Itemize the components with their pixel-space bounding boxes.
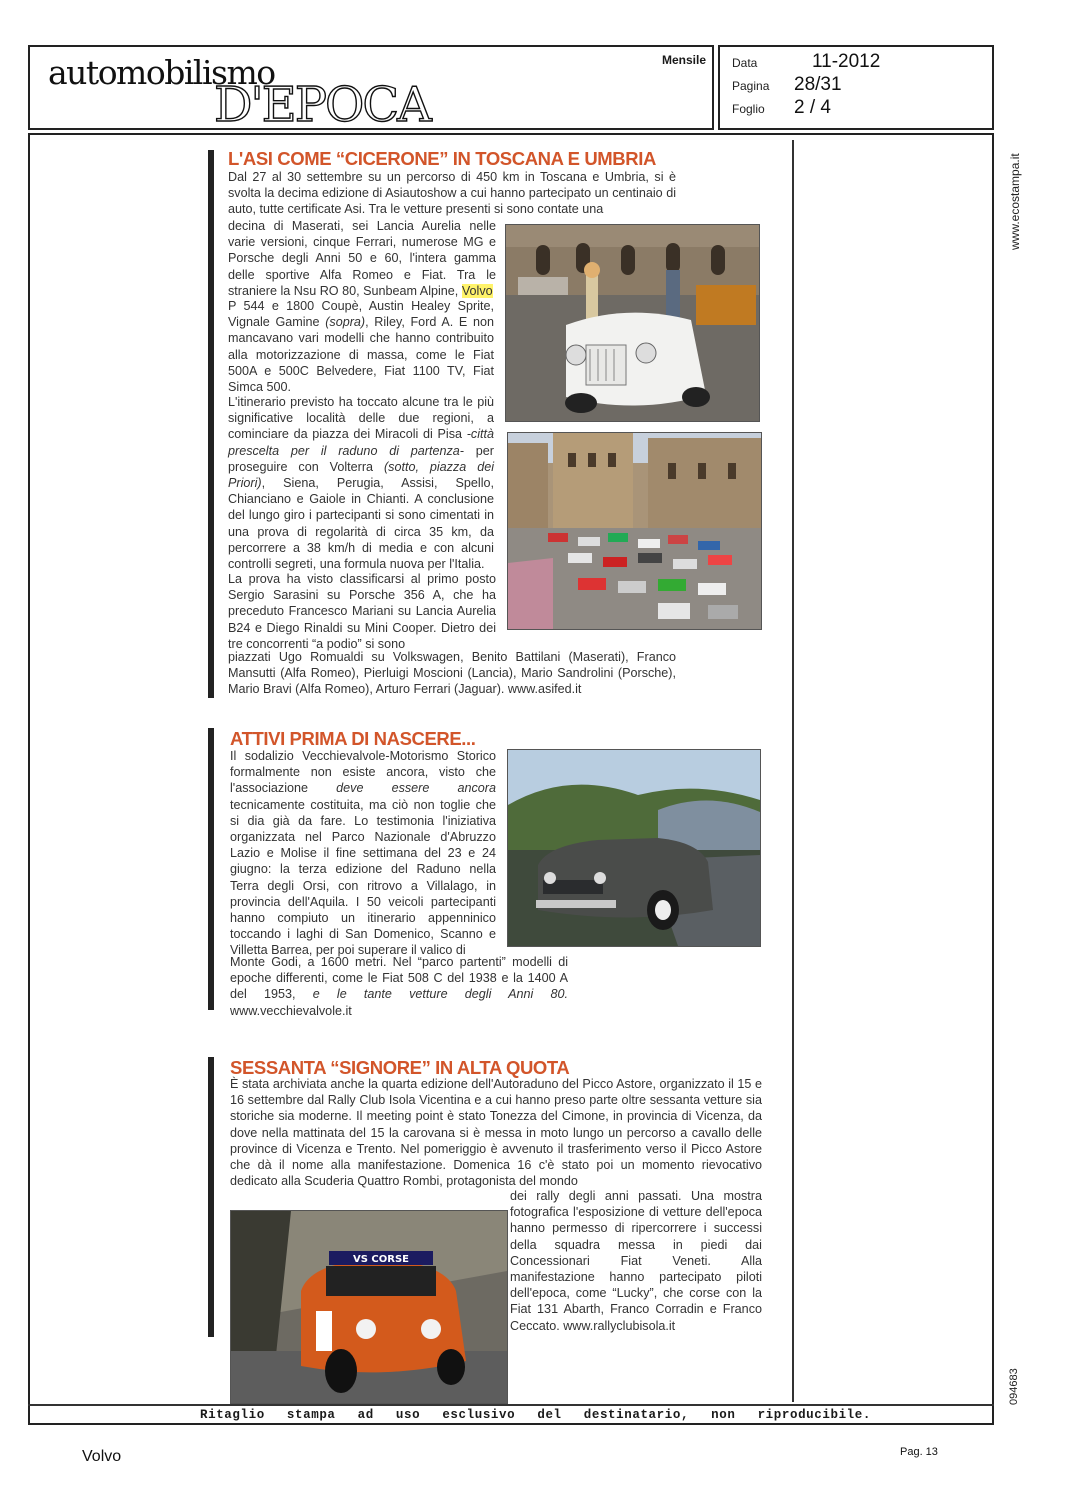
metadata-box	[718, 45, 994, 130]
date-value: 11-2012	[812, 51, 881, 72]
date-label: Data	[732, 56, 758, 70]
article1-intro: Dal 27 al 30 settembre su un percorso di 450 km in Toscana e Umbria, si è svolta la decima edizione di Asiautoshow a cui hanno partecipato un centinaio di auto, tutte certificate Asi. Tra le vetture presenti si sono contate una	[228, 170, 676, 217]
article1-paragraph1: decina di Maserati, sei Lancia Aurelia nelle varie versioni, cinque Ferrari, numerose MG e Porsche degli Anni 50 e 60, l'intera gamma delle sportive Alfa Romeo e Fiat. Tra le straniere la Nsu RO 80, Sunbeam Alpine, Volvo	[228, 219, 496, 298]
ecostampa-url: www.ecostampa.it	[1008, 153, 1022, 250]
article3-paragraph1: È stata archiviata anche la quarta edizione dell'Autoraduno del Picco Astore, organizzato il 15 e 16 settembre dal Rally Club Isola Vicentina e a cui hanno preso parte oltre sessanta vetture sia storiche sia moderne. Il meeting point è stato Tonezza del Cimone, in provincia di Vicenza, da dove nella mattinata del 15 la carovana si è messa in moto lungo un percorso a cavallo delle province di Vicenza e Trento. Nel pomeriggio è avvenuto il trasferimento verso il Picco Astore che dà il nome alla manifestazione. Domenica 16 c'è stato poi un momento rievocativo dedicato alla Scuderia Quattro Rombi, protagonista del mondo	[230, 1077, 762, 1189]
photo-fiat-1400	[507, 749, 761, 947]
article1-paragraph3: La prova ha visto classificarsi al primo posto Sergio Sarasini su Porsche 356 A, che ha preceduto Francesco Mariani su Lancia Aurelia B24 e Diego Rinaldi su Mini Cooper. Dietro dei tre concorrenti “a podio” si sono	[228, 572, 496, 651]
column-rule	[792, 140, 794, 1402]
masthead-box	[28, 45, 714, 133]
article2-bar	[208, 728, 214, 1010]
logo-top: automobilismo	[48, 53, 275, 92]
volvo-highlight: Volvo	[461, 283, 493, 298]
article1-bar	[208, 150, 214, 698]
article3-bar	[208, 1057, 214, 1337]
article3-title: SESSANTA “SIGNORE” IN ALTA QUOTA	[230, 1057, 570, 1078]
article1-title: L'ASI COME “CICERONE” IN TOSCANA E UMBRIA	[228, 148, 656, 169]
article2-paragraph-end: Monte Godi, a 1600 metri. Nel “parco partenti” modelli di epoche differenti, come le Fiat 508 C del 1938 e la 1400 A del 1953, e le tante vetture degli Anni 80. www.vecchievalvole.it	[230, 955, 568, 1018]
footer-rule	[28, 1404, 994, 1406]
article1-paragraph1-cont: P 544 e 1800 Coupè, Austin Healey Sprite, Vignale Gamine (sopra), Riley, Ford A. E non mancavano vari modelli che hanno contribuito alla motorizzazione di massa, come le Fiat 500A e 500C Belvedere, Fiat 1100 TV, Fiat Simca 500.	[228, 299, 494, 395]
photo-piazza-priori	[507, 432, 762, 630]
brand-label: Volvo	[82, 1448, 122, 1465]
article1-paragraph3-end: piazzati Ugo Romualdi su Volkswagen, Benito Battilani (Maserati), Franco Mansutti (Alfa Romeo), Pierluigi Moscioni (Lancia), Mario Sandrolini (Porsche), Mario Bravi (Alfa Romeo), Arturo Ferrari (Jaguar). www.asifed.it	[228, 650, 676, 697]
page-value: 28/31	[794, 74, 842, 95]
sheet-value: 2 / 4	[794, 97, 831, 118]
article1-paragraph2: L'itinerario previsto ha toccato alcune tra le più significative località delle due regioni, a cominciare da piazza dei Miracoli di Pisa -città prescelta per il raduno di partenza- per proseguire con Volterra (sotto, piazza dei Priori), Siena, Perugia, Assisi, Spello, Chianciano e Gaiole in Chianti. A conclusione del lungo giro i partecipanti si sono cimentati in una prova di regolarità di circa 35 km, da percorrere a 38 km/h di media e con alcuni controlli segreti, una formula nuova per l'Italia.	[228, 395, 494, 572]
photo-vignale-gamine	[505, 224, 760, 422]
page-label: Pagina	[732, 79, 770, 93]
article3-paragraph2: dei rally degli anni passati. Una mostra fotografica l'esposizione di vetture dell'epoca hanno permesso di ripercorrere i successi della squadra messa in piedi dai Concessionari Fiat Veneti. Alla manifestazione hanno partecipato piloti dell'epoca, come “Lucky”, che corse con la Fiat 131 Abarth, Franco Corradin e Franco Ceccato. www.rallyclubisola.it	[510, 1189, 762, 1333]
frequency-label: Mensile	[661, 53, 706, 67]
disclaimer: Ritaglio stampa ad uso esclusivo del destinatario, non riproducibile.	[200, 1408, 871, 1422]
article2-paragraph: Il sodalizio Vecchievalvole-Motorismo Storico formalmente non esiste ancora, visto che l'associazione deve essere ancora tecnicamente costituita, ma ciò non toglie che si dia già da fare. Lo testimonia l'iniziativa organizzata nel Parco Nazionale d'Abruzzo Lazio e Molise il fine settimana del 23 e 24 giugno: la terza edizione del Raduno nella Terra degli Orsi, con ritrovo a Villalago, in provincia dell'Aquila. I 50 veicoli partecipanti hanno compiuto un itinerario appenninico toccando i laghi di San Domenico, Scanno e Villetta Barrea, per poi superare il valico di	[230, 749, 496, 958]
photo-banner-text: VS CORSE	[353, 1254, 409, 1265]
photo-a112-abarth	[230, 1210, 508, 1404]
document-code: 094683	[1008, 1368, 1020, 1405]
sheet-label: Foglio	[732, 102, 765, 116]
logo-bottom: D'EPOCA	[214, 77, 430, 133]
article2-title: ATTIVI PRIMA DI NASCERE...	[230, 728, 476, 749]
page-number: Pag. 13	[900, 1446, 938, 1458]
